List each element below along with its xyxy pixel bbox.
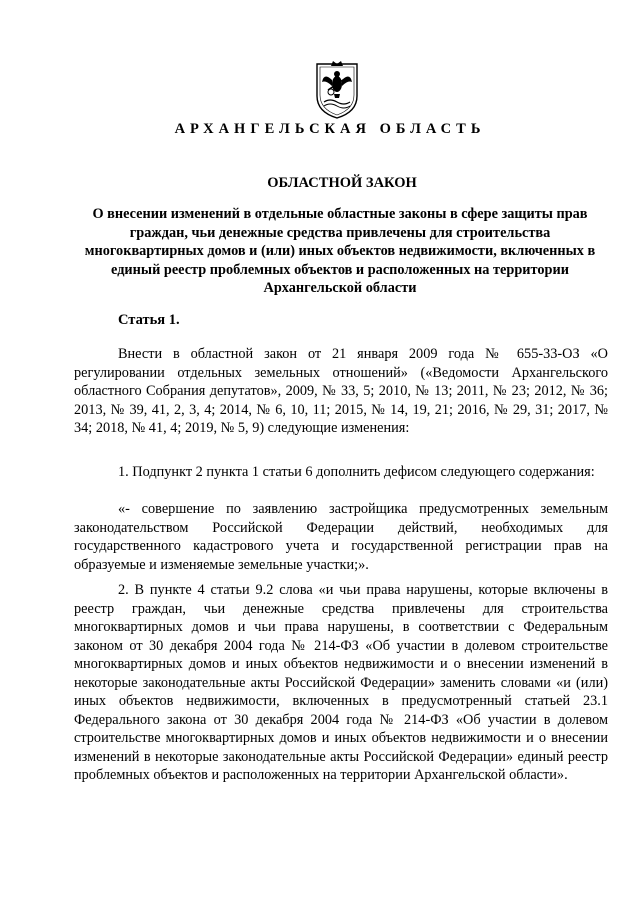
- article-intro-paragraph: Внести в областной закон от 21 января 2009 года № 655-33-ОЗ «О регулировании отдельных земельных отношений» («Ведомости Архангельского областного Собрания депутатов», 2009, № 33, 5; 2010, № 13; 2011, № 23; 2012, № 36; 2013, № 39, 41, 2, 3, 4; 2014, № 6, 10, 11; 2015, № 14, 19, 21; 2016, № 29, 31; 2017, № 34; 2018, № 41, 4; 2019, № 5, 9) следующие изменения:: [74, 346, 608, 436]
- item-1-quote-paragraph: «- совершение по заявлению застройщика предусмотренных земельным законодательством Российской Федерации действий, необходимых для государственного кадастрового учета и государственной регистрации прав на образуемые и изменяемые земельные участки;».: [74, 501, 608, 573]
- item-1-paragraph: 1. Подпункт 2 пункта 1 статьи 6 дополнить дефисом следующего содержания:: [118, 464, 595, 480]
- law-type-heading: ОБЛАСТНОЙ ЗАКОН: [267, 175, 417, 191]
- law-subject-title: О внесении изменений в отдельные областные законы в сфере защиты прав граждан, чьи денежные средства привлечены для строительства многоквартирных домов и (или) иных объектов недвижимости, включенных в единый реестр проблемных объектов и расположенных на территории Архангельской области: [84, 206, 596, 296]
- item-2-paragraph: 2. В пункте 4 статьи 9.2 слова «и чьи права нарушены, которые включены в реестр граждан, чьи денежные средства привлечены для строительства многоквартирных домов и чьи права нарушены, в соответствии с Федеральным законом от 30 декабря 2004 года № 214-ФЗ «Об участии в долевом строительстве многоквартирных домов и иных объектов недвижимости и о внесении изменений в некоторые законодательные акты Российской Федерации» заменить словами «и (или) иных объектов недвижимости, включенных в предусмотренный статьей 23.1 Федерального закона от 30 декабря 2004 года № 214-ФЗ «Об участии в долевом строительстве многоквартирных домов и иных объектов недвижимости и о внесении изменений в некоторые законодательные акты Российской Федерации» единый реестр проблемных объектов и расположенных на территории Архангельской области».: [74, 582, 608, 783]
- region-title: АРХАНГЕЛЬСКАЯ ОБЛАСТЬ: [174, 121, 486, 137]
- article-heading: Статья 1.: [118, 312, 180, 328]
- coat-of-arms-icon: [314, 60, 360, 120]
